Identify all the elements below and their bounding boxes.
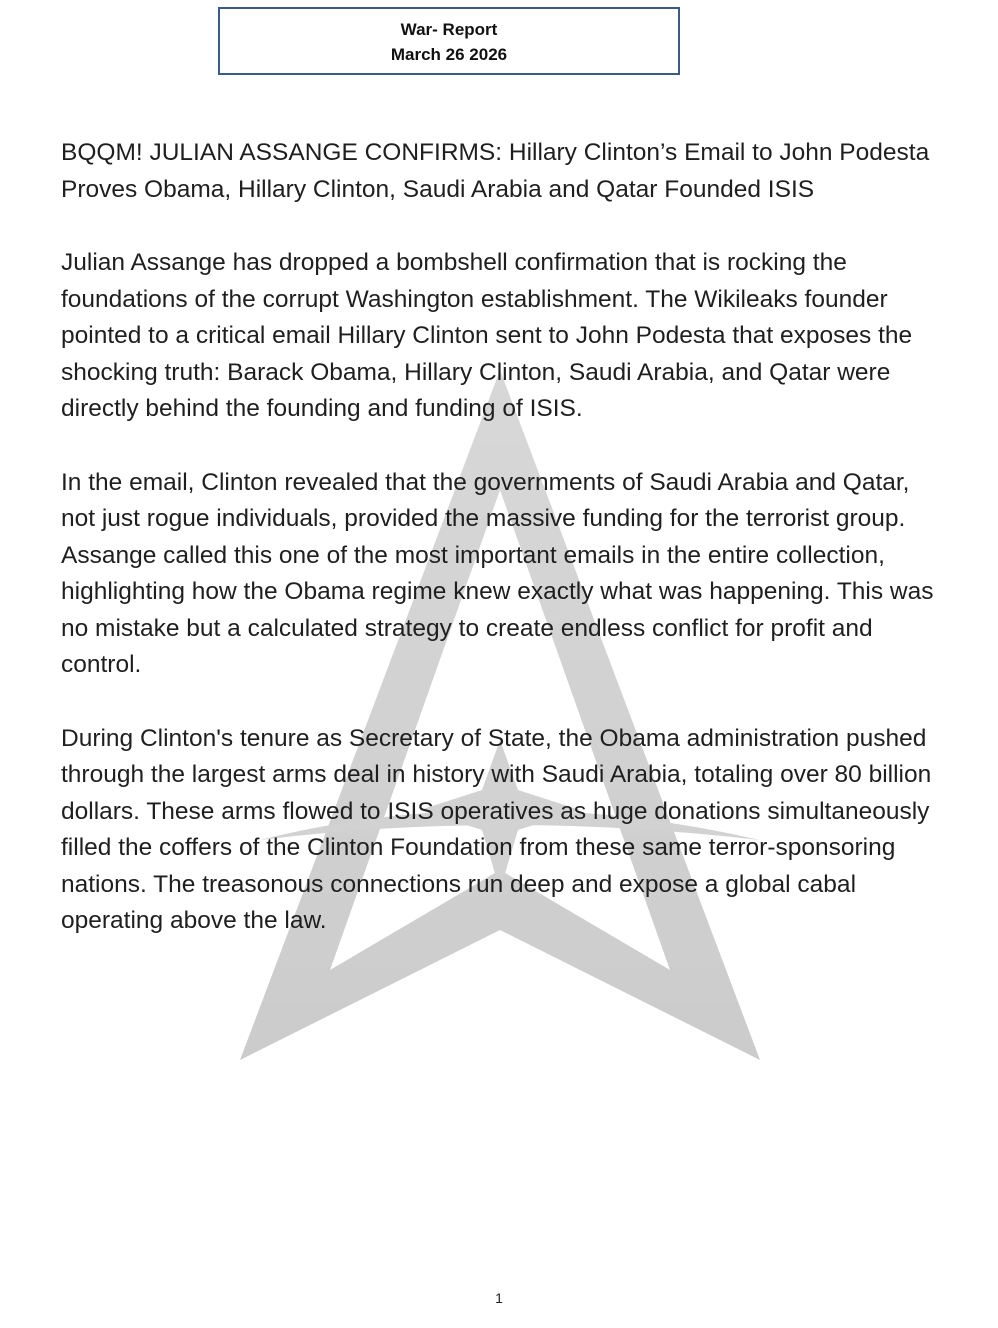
page-number: 1 (495, 1290, 503, 1306)
article-headline: BQQM! JULIAN ASSANGE CONFIRMS: Hillary Clinton’s Email to John Podesta Proves Obama, Hillary Clinton, Saudi Arabia and Qatar Founded ISIS (61, 139, 930, 203)
report-header-box (218, 7, 680, 75)
article-paragraph-3: During Clinton's tenure as Secretary of State, the Obama administration pushed through the largest arms deal in history with Saudi Arabia, totaling over 80 billion dollars. These arms flowed to ISIS operatives as huge donations simultaneously filled the coffers of the Clinton Foundation from these same terror-sponsoring nations. The treasonous connections run deep and expose a global cabal operating above the law. (61, 724, 932, 934)
report-title: War- Report (400, 20, 498, 39)
article-paragraph-1: Julian Assange has dropped a bombshell confirmation that is rocking the foundations of the corrupt Washington establishment. The Wikileaks founder pointed to a critical email Hillary Clinton sent to John Podesta that exposes the shocking truth: Barack Obama, Hillary Clinton, Saudi Arabia, and Qatar were directly behind the founding and funding of ISIS. (61, 249, 913, 422)
report-date: March 26 2026 (390, 45, 508, 64)
article-body (61, 135, 941, 977)
article-paragraph-2: In the email, Clinton revealed that the governments of Saudi Arabia and Qatar, not just rogue individuals, provided the massive funding for the terrorist group. Assange called this one of the most important emails in the entire collection, highlighting how the Obama regime knew exactly what was happening. This was no mistake but a calculated strategy to create endless conflict for profit and control. (61, 468, 934, 678)
